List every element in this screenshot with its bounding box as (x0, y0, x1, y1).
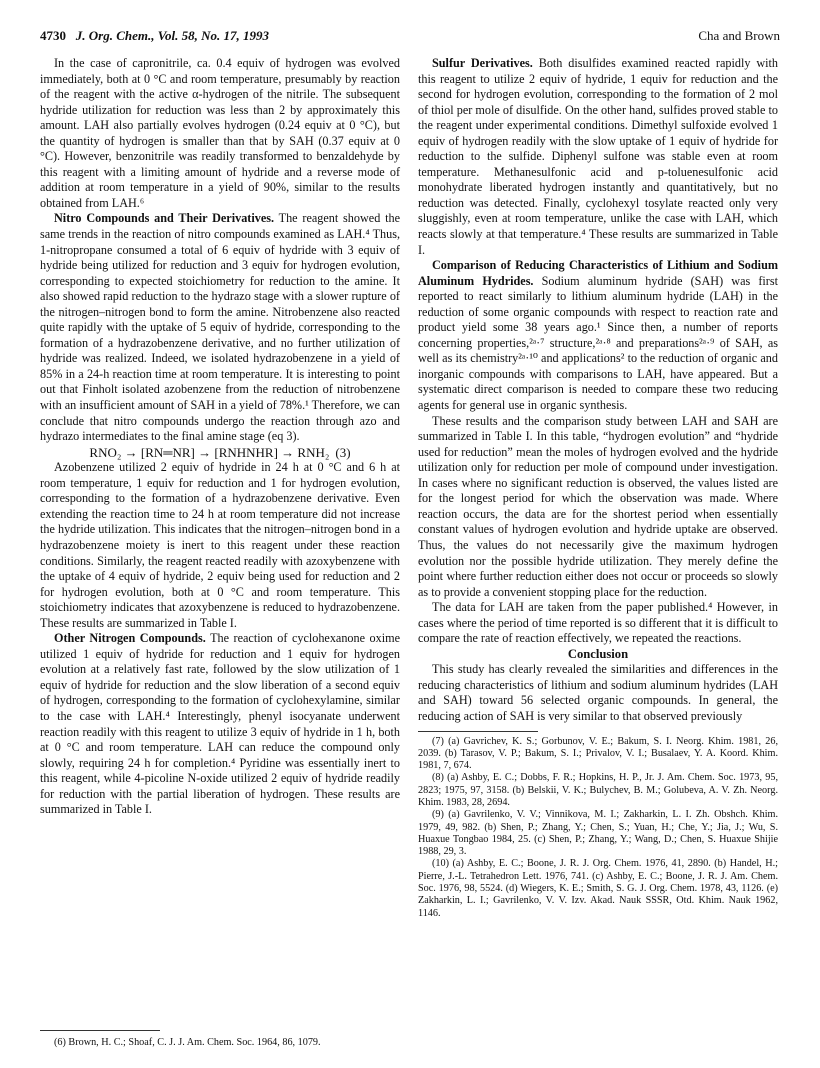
reference-9: (9) (a) Gavrilenko, V. V.; Vinnikova, M. I.; Zakharkin, L. I. Zh. Obshch. Khim. 1979, 49, 982. (b) Shen, P.; Zhang, Y.; Chen, S.; Yuan, H.; Che, Y.; Jia, J.; Wu, S. Huaxue Tongbao 1984, 25. (c) Shen, P.; Zhang, Y.; Wang, D.; Chen, S. Huaxue Shijie 1988, 29, 3. (418, 809, 778, 858)
equation-text: RNO₂ → [RN═NR] → [RNHNHR] → RNH₂ (89, 444, 330, 460)
conclusion-heading: Conclusion (567, 646, 629, 661)
equation-number: (3) (335, 444, 351, 460)
section-heading-comparison: Comparison of Reducing Characteristics of Lithium and Sodium Aluminum Hydrides. (418, 258, 778, 288)
paragraph-other-nitrogen (40, 631, 400, 818)
paragraph-azobenzene: Azobenzene utilized 2 equiv of hydride in 24 h at 0 °C and 6 h at room temperature, 1 equiv for reduction and 1 for hydrogen evolution, corresponding to the formation of a hydrazobenzene derivative. Even extending the reaction time to 24 h at room temperature did not increase the hydride utilization. This indicates that the nitrogen–nitrogen bond in a hydrazobenzene moiety is inert to this reagent under these reaction conditions. Similarly, the reagent reacted readily with azoxybenzene with the uptake of 4 equiv of hydride, 2 equiv being used for reduction and 2 for hydrogen evolution, both at 0 °C and room temperature. This stoichiometry indicates that azoxybenzene is reduced to hydrazobenzene. These results are summarized in Table I. (40, 460, 400, 630)
paragraph-comparison-text: Sodium aluminum hydride (SAH) was first reported to react similarly to lithium aluminum hydride (LAH) in the reduction of some organic compounds with respect to reaction rate and product yield some 38 years ago.¹ Since then, a number of reports concerning properties,²ᵃ·⁷ structure,²ᵃ·⁸ and preparations²ᵃ·⁹ of SAH, as well as its chemistry²ᵃ·¹⁰ and applications² to the reduction of organic and inorganic compounds with comparisons to LAH, have appeared. But a systematic direct comparison is needed to compare these two reducing agents for general use in organic synthesis. (418, 273, 778, 413)
section-heading-other-nitrogen: Other Nitrogen Compounds. (54, 631, 206, 646)
section-heading-nitro: Nitro Compounds and Their Derivatives. (54, 211, 275, 226)
equation-3 (40, 445, 400, 461)
references-list (418, 736, 778, 920)
left-column (40, 56, 400, 818)
footnote-rule (40, 1030, 160, 1031)
reference-7: (7) (a) Gavrichev, K. S.; Gorbunov, V. E.; Bakum, S. I. Neorg. Khim. 1981, 26, 2039. (b) Tarasov, V. P.; Bakum, S. I.; Privalov, V. I.; Busalaev, Y. A. Koord. Khim. 1981, 7, 674. (418, 735, 778, 772)
header-left (40, 28, 269, 44)
paragraph-comparison (418, 258, 778, 413)
paragraph-sulfur-text: Both disulfides examined reacted rapidly with this reagent to utilize 2 equiv of hydride, 1 equiv for reduction and the second for hydrogen evolution, corresponding to the formation of 2 mol of thiol per mole of disulfide. On the other hand, sulfides proved stable to the reagent under experimental conditions. Dimethyl sulfoxide evolved 1 equiv of hydrogen readily with the slow uptake of 1 equiv of hydride for reduction to the sulfide. Diphenyl sulfone was stable even at room temperature. Methanesulfonic acid and p-toluenesulfonic acid monohydrate liberated hydrogen instantly and quantitatively, but no reduction was detected. Finally, cyclohexyl tosylate reacted only very sluggishly, even at room temperature, unlike the case with LAH, which reacts slowly at that temperature.⁴ These results are summarized in Table I. (418, 56, 779, 257)
running-header (40, 28, 780, 46)
paragraph-sulfur (418, 56, 778, 258)
paragraph-other-nitrogen-text: The reaction of cyclohexanone oxime utilized 1 equiv of hydride for reduction and 1 equiv for hydrogen evolution at a relatively fast rate, followed by the slow utilization of 1 equiv of hydride for reduction and the slow liberation of a second equiv of hydrogen, corresponding to the formation of cyclohexylamine, similar to the case with LAH.⁴ Interestingly, phenyl isocyanate underwent reaction readily with this reagent to utilize 3 equiv of hydride in 1 h, both at 0 °C and room temperature. LAH can reduce the compound only slowly, requiring 24 h for completion.⁴ Pyridine was essentially inert to this reagent, while 4-picoline N-oxide utilized 2 equiv of hydride readily for reduction with the partial liberation of hydrogen. These results are summarized in Table I. (40, 631, 400, 817)
paragraph-table-summary: These results and the comparison study between LAH and SAH are summarized in Table I. In this table, “hydrogen evolution” and “hydride used for reduction” mean the moles of hydrogen evolved and the hydride utilization only for reduction per mole of compound under investigation. In cases where no significant reduction is observed, the values listed are for the longest period for which the observation was made. Where reaction occurs, the data are for the shortest period when essentially constant values of hydrogen evolution and hydride uptake are observed. Thus, the values do not necessarily give the maximum hydrogen evolution nor the possible hydride utilization. They merely define the point where further reduction either does not occur or proceeds so slowly as to provide a convenient stopping place for the reduction. (418, 413, 778, 599)
paragraph-lah-data: The data for LAH are taken from the paper published.⁴ However, in cases where the period of time reported is so different that it is difficult to compare the rate of reaction effectively, we repeated the reactions. (418, 600, 778, 646)
section-heading-sulfur: Sulfur Derivatives. (432, 56, 533, 70)
journal-citation: J. Org. Chem., Vol. 58, No. 17, 1993 (75, 28, 269, 43)
reference-8: (8) (a) Ashby, E. C.; Dobbs, F. R.; Hopkins, H. P., Jr. J. Am. Chem. Soc. 1973, 95, 2823; 1975, 97, 3158. (b) Belskii, V. K.; Bulychev, B. M.; Golubeva, A. V. Zh. Neorg. Khim. 1983, 28, 2694. (418, 772, 778, 808)
header-authors: Cha and Brown (698, 28, 780, 43)
reference-10: (10) (a) Ashby, E. C.; Boone, J. R. J. Org. Chem. 1976, 41, 2890. (b) Handel, H.; Pierre, J.-L. Tetrahedron Lett. 1976, 741. (c) Ashby, E. C.; Boone, J. R. J. Am. Chem. Soc. 1976, 98, 5524. (d) Wiegers, K. E.; Smith, S. G. J. Org. Chem. 1978, 43, 1126. (e) Zakharkin, L. I.; Gavrilenko, V. V. Izv. Akad. Nauk SSSR, Otd. Khim. Nauk 1962, 1146. (418, 858, 778, 919)
page-number: 4730 (40, 28, 66, 43)
footnote-6: (6) Brown, H. C.; Shoaf, C. J. J. Am. Chem. Soc. 1964, 86, 1079. (54, 1037, 321, 1048)
paragraph-nitro (40, 211, 400, 444)
paragraph-capronitrile: In the case of capronitrile, ca. 0.4 equiv of hydrogen was evolved immediately, both at 0 °C and room temperature, presumably by reaction of the reagent with the active α-hydrogen of the nitrile. The subsequent hydride utilization for reduction was less than 2 by approximately this amount. LAH also partially evolves hydrogen (0.24 equiv at 0 °C), but the quantity of hydrogen is smaller than that by SAH (0.37 equiv at 0 °C). However, benzonitrile was readily transformed to benzaldehyde by this reagent with a limiting amount of hydride and a reverse mode of addition at room temperature in a yield of 90%, similar to the results obtained from LAH.⁶ (40, 56, 400, 210)
right-column (418, 56, 778, 920)
references-rule (418, 731, 538, 732)
paragraph-conclusion: This study has clearly revealed the similarities and differences in the reducing characteristics of lithium and sodium aluminum hydrides (LAH and SAH) toward 56 selected organic compounds. In general, the reducing action of SAH is very similar to that observed previously (418, 662, 778, 723)
paragraph-nitro-text: The reagent showed the same trends in the reaction of nitro compounds examined as LAH.⁴ Thus, 1-nitropropane consumed a total of 6 equiv of hydride with 3 equiv of hydride being utilized for reduction and 3 equiv for hydrogen evolution, corresponding to expected stoichiometry for reduction to the amine. It also showed rapid reduction to the hydrazo stage with a slower rupture of the nitrogen–nitrogen bond to form the amine. Nitrobenzene also reacted quite rapidly with the uptake of 5 equiv of hydride, corresponding to the formation of a hydrazobenzene derivative, and no further utilization of hydride was realized. Indeed, we isolated hydrazobenzene in a yield of 85% in a 24-h reaction time at room temperature. It is interesting to point out that Finholt isolated azobenzene from the reduction of nitrobenzene with an insufficient amount of SAH in a yield of 78%.¹ Therefore, we can conclude that nitro compounds undergo the reaction through azo and hydrazo intermediates to the final amine stage (eq 3). (40, 211, 400, 444)
left-footnotes (40, 1030, 400, 1049)
